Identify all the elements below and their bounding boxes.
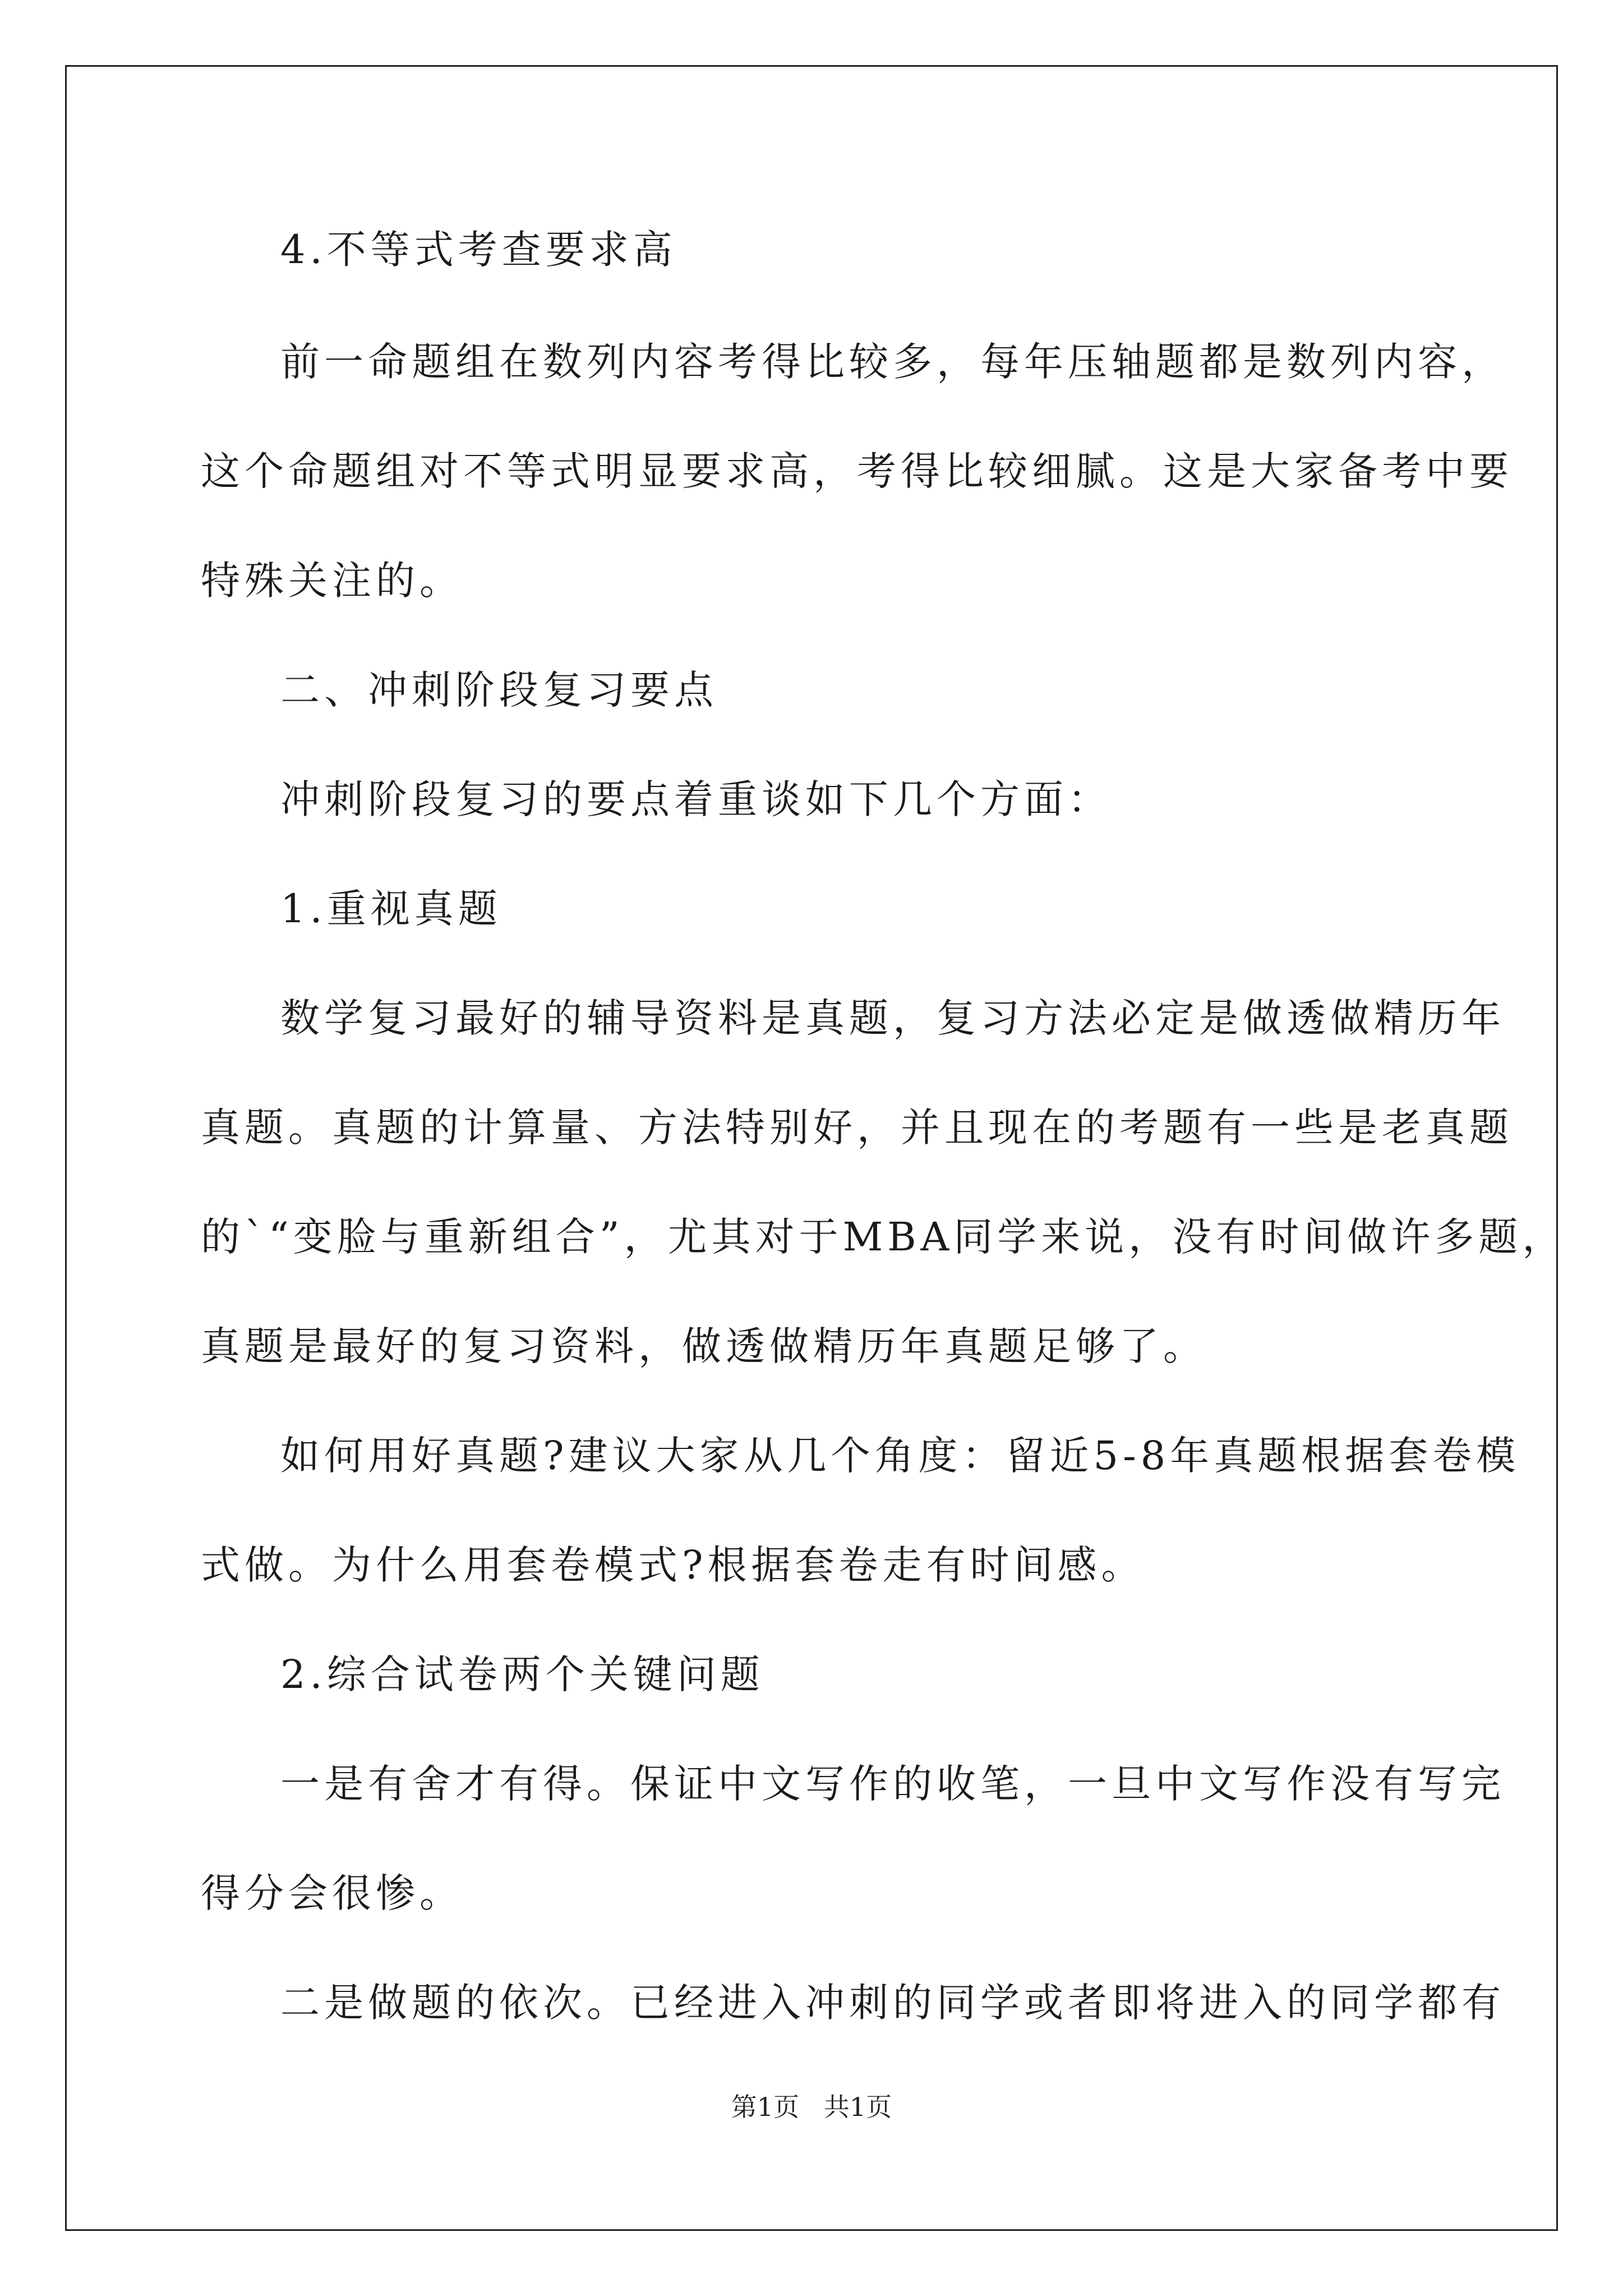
subheading-comprehensive-paper: 2.综合试卷两个关键问题 <box>280 1651 764 1697</box>
subheading-past-papers: 1.重视真题 <box>280 886 502 932</box>
page-number-footer: 第1页 共1页 <box>731 2092 892 2122</box>
paragraph-line: 一是有舍才有得。保证中文写作的收笔，一旦中文写作没有写完 <box>280 1761 1505 1807</box>
paragraph-line: 如何用好真题?建议大家从几个角度：留近5-8年真题根据套卷模 <box>280 1433 1520 1479</box>
paragraph-line: 冲刺阶段复习的要点着重谈如下几个方面： <box>280 776 1112 822</box>
paragraph-line: 式做。为什么用套卷模式?根据套卷走有时间感。 <box>201 1542 1145 1588</box>
paragraph-line: 真题。真题的计算量、方法特别好，并且现在的考题有一些是老真题 <box>201 1105 1513 1151</box>
paragraph-line: 二是做题的依次。已经进入冲刺的同学或者即将进入的同学都有 <box>280 1980 1505 2026</box>
paragraph-line: 前一命题组在数列内容考得比较多，每年压轴题都是数列内容， <box>280 339 1505 385</box>
section-heading-sprint: 二、冲刺阶段复习要点 <box>280 667 718 713</box>
paragraph-line: 真题是最好的复习资料，做透做精历年真题足够了。 <box>201 1323 1207 1369</box>
paragraph-line: 的`“变脸与重新组合”，尤其对于MBA同学来说，没有时间做许多题， <box>201 1214 1566 1260</box>
paragraph-line: 特殊关注的。 <box>201 558 463 604</box>
section-heading-inequality: 4.不等式考查要求高 <box>280 227 677 273</box>
paragraph-line: 得分会很惨。 <box>201 1870 463 1916</box>
paragraph-line: 这个命题组对不等式明显要求高，考得比较细腻。这是大家备考中要 <box>201 448 1513 494</box>
paragraph-line: 数学复习最好的辅导资料是真题，复习方法必定是做透做精历年 <box>280 995 1505 1041</box>
